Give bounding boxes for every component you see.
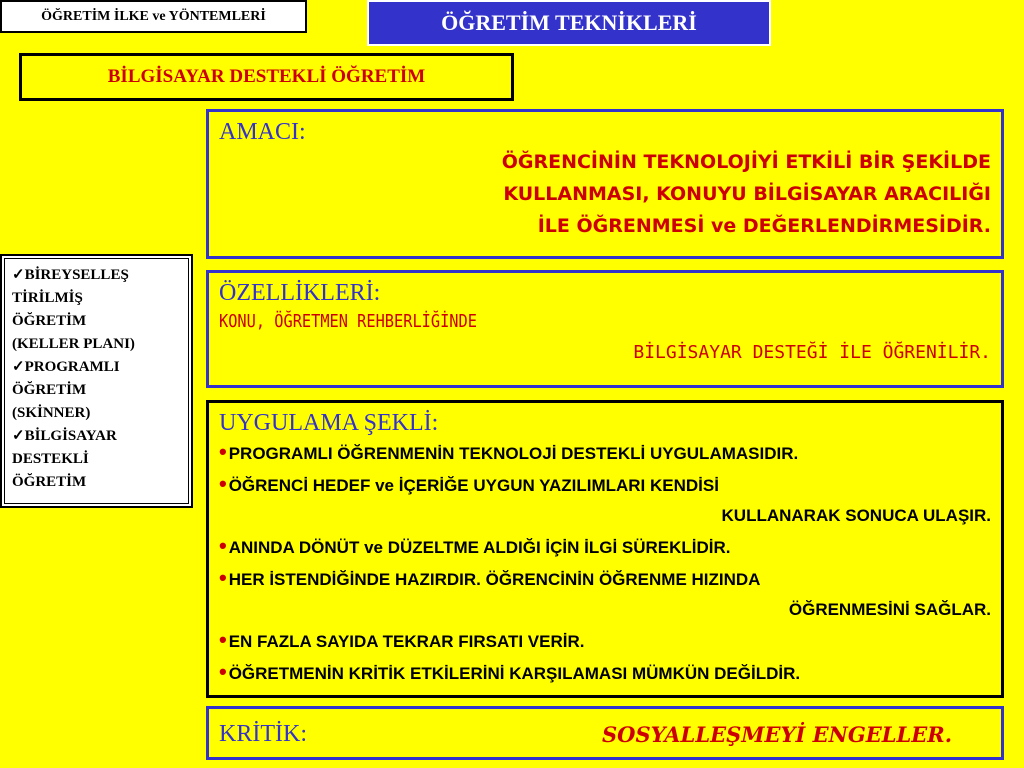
bullet-icon: •	[219, 533, 227, 558]
sidebar-line: ÖĞRETİM	[12, 313, 87, 329]
sidebar-line: ÖĞRETİM	[12, 474, 87, 490]
sidebar-line: (SKİNNER)	[12, 405, 91, 421]
bullet-icon: •	[219, 439, 227, 464]
critical-label: KRİTİK:	[219, 720, 307, 747]
application-heading: UYGULAMA ŞEKLİ:	[219, 410, 439, 436]
critical-value: SOSYALLEŞMEYİ ENGELLER.	[601, 721, 953, 747]
application-panel	[206, 400, 1004, 698]
sidebar-line: ✓BİLGİSAYAR	[12, 428, 117, 444]
sidebar-line: ÖĞRETİM	[12, 382, 87, 398]
features-line: KONU, ÖĞRETMEN REHBERLİĞİNDE	[219, 311, 477, 332]
bullet-icon: •	[219, 627, 227, 652]
bullet-icon: •	[219, 471, 227, 496]
purpose-text	[219, 146, 991, 242]
purpose-heading: AMACI:	[219, 119, 306, 145]
sidebar-line: DESTEKLİ	[12, 451, 89, 467]
list-item: • EN FAZLA SAYIDA TEKRAR FIRSATI VERİR.	[219, 627, 585, 652]
purpose-line: ÖĞRENCİNİN TEKNOLOJİYİ ETKİLİ BİR ŞEKİLDE	[501, 151, 991, 173]
purpose-line: KULLANMASI, KONUYU BİLGİSAYAR ARACILIĞI	[503, 183, 991, 205]
features-panel	[206, 270, 1004, 388]
purpose-panel	[206, 109, 1004, 259]
list-item-continuation: ÖĞRENMESİNİ SAĞLAR.	[788, 600, 991, 619]
sidebar-line: (KELLER PLANI)	[12, 336, 135, 352]
features-line: BİLGİSAYAR DESTEĞİ İLE ÖĞRENİLİR.	[633, 342, 991, 363]
critical-panel	[206, 706, 1004, 760]
list-item: • HER İSTENDİĞİNDE HAZIRDIR. ÖĞRENCİNİN ÖĞRENME HIZINDA	[219, 565, 761, 590]
sidebar-line: ✓PROGRAMLI	[12, 359, 120, 375]
sidebar-line: ✓BİREYSELLEŞ	[12, 267, 129, 283]
sidebar-methods-list	[0, 254, 193, 508]
purpose-line: İLE ÖĞRENMESİ ve DEĞERLENDİRMESİDİR.	[537, 215, 991, 237]
bullet-icon: •	[219, 565, 227, 590]
list-item: • ÖĞRENCİ HEDEF ve İÇERİĞE UYGUN YAZILIMLARI KENDİSİ	[219, 471, 719, 496]
sidebar-line: TİRİLMİŞ	[12, 290, 83, 306]
subtitle-box: BİLGİSAYAR DESTEKLİ ÖĞRETİM	[19, 53, 514, 101]
list-item: • ÖĞRETMENİN KRİTİK ETKİLERİNİ KARŞILAMASI MÜMKÜN DEĞİLDİR.	[219, 659, 801, 684]
list-item: • ANINDA DÖNÜT ve DÜZELTME ALDIĞI İÇİN İLGİ SÜREKLİDİR.	[219, 533, 731, 558]
section-label: ÖĞRETİM İLKE ve YÖNTEMLERİ	[0, 0, 307, 33]
features-heading: ÖZELLİKLERİ:	[219, 280, 381, 306]
page-title: ÖĞRETİM TEKNİKLERİ	[367, 0, 771, 46]
list-item: • PROGRAMLI ÖĞRENMENİN TEKNOLOJİ DESTEKLİ UYGULAMASIDIR.	[219, 439, 799, 464]
list-item-continuation: KULLANARAK SONUCA ULAŞIR.	[721, 506, 991, 525]
bullet-icon: •	[219, 659, 227, 684]
